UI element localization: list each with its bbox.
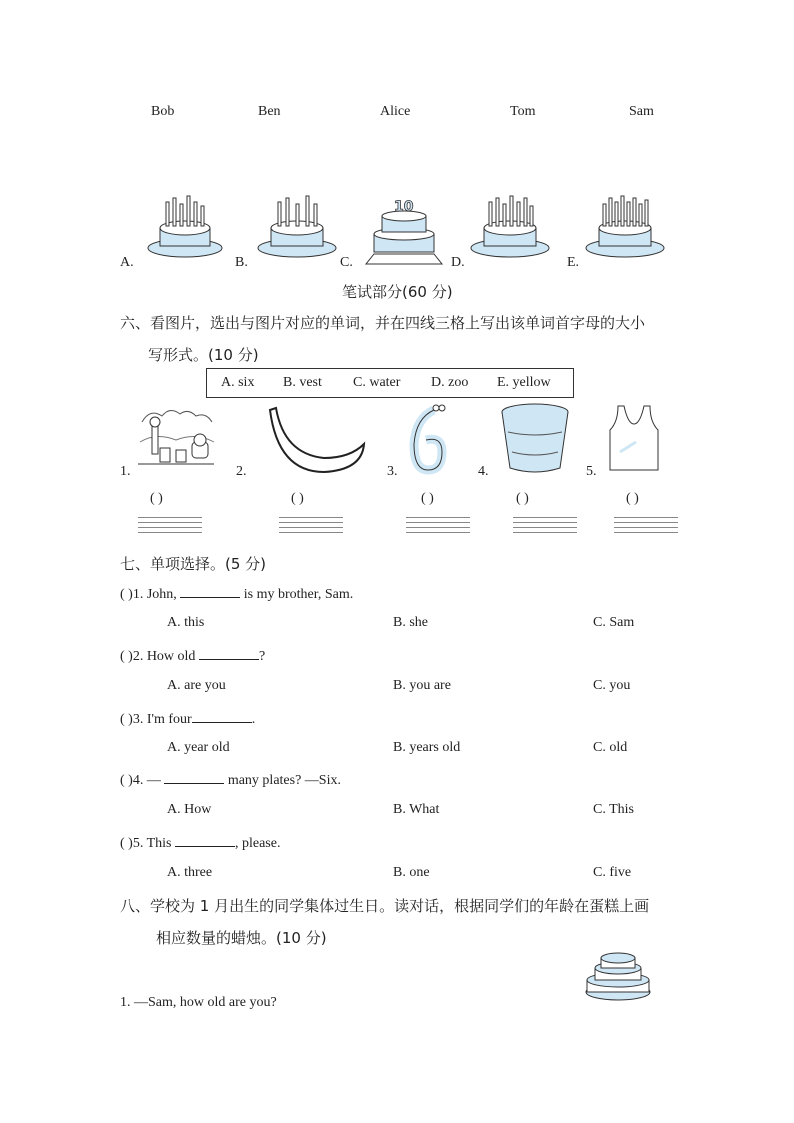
dialogue-1: 1. —Sam, how old are you?	[120, 995, 277, 1010]
question-5-option-b[interactable]: B. one	[393, 865, 430, 880]
question-4-suffix: many plates? —Six.	[227, 773, 341, 788]
word-option-c: C. water	[353, 375, 401, 390]
question-5-prefix: ( )5. This	[120, 836, 172, 851]
blank-cake-icon[interactable]	[583, 950, 653, 1006]
word-option-e: E. yellow	[497, 375, 551, 390]
question-1-suffix: is my brother, Sam.	[243, 587, 354, 602]
cake-icon-c	[362, 190, 446, 270]
number-six-image	[404, 400, 450, 476]
name-sam: Sam	[629, 104, 654, 119]
answer-paren-5[interactable]: ( )	[626, 491, 639, 506]
water-glass-image	[498, 402, 572, 476]
question-3	[120, 710, 255, 728]
answer-paren-4[interactable]: ( )	[516, 491, 529, 506]
answer-paren-1[interactable]: ( )	[150, 491, 163, 506]
cake-icon-b	[256, 190, 338, 270]
question-3-option-a[interactable]: A. year old	[167, 740, 230, 755]
question-4-option-c[interactable]: C. This	[593, 802, 634, 817]
section8-title-cont: 相应数量的蜡烛。(10 分)	[156, 929, 327, 947]
question-2-option-a[interactable]: A. are you	[167, 678, 226, 693]
section7-title: 七、单项选择。(5 分)	[120, 555, 267, 573]
question-3-option-c[interactable]: C. old	[593, 740, 628, 755]
question-2-suffix: ?	[258, 649, 266, 664]
banana-image	[264, 404, 368, 476]
question-5-option-a[interactable]: A. three	[167, 865, 213, 880]
name-alice: Alice	[380, 104, 411, 119]
question-5-option-c[interactable]: C. five	[593, 865, 632, 880]
word-options-box	[206, 368, 574, 398]
question-2-blank[interactable]	[199, 647, 259, 660]
question-5	[120, 834, 280, 852]
writing-lines-2[interactable]	[279, 517, 343, 537]
word-option-b: B. vest	[283, 375, 322, 390]
question-1-blank[interactable]	[180, 585, 240, 598]
name-ben: Ben	[258, 104, 281, 119]
cake-option-e-label: E.	[567, 255, 580, 270]
written-section-title: 笔试部分(60 分)	[342, 283, 453, 301]
question-4-blank[interactable]	[164, 771, 224, 784]
question-2-option-b[interactable]: B. you are	[393, 678, 451, 693]
cake-icon-d	[469, 190, 551, 270]
item-number-2: 2.	[236, 464, 247, 479]
item-number-3: 3.	[387, 464, 398, 479]
word-option-d: D. zoo	[431, 375, 469, 390]
question-5-blank[interactable]	[175, 834, 235, 847]
writing-lines-3[interactable]	[406, 517, 470, 537]
writing-lines-5[interactable]	[614, 517, 678, 537]
writing-lines-1[interactable]	[138, 517, 202, 537]
answer-paren-3[interactable]: ( )	[421, 491, 434, 506]
question-5-suffix: , please.	[234, 836, 281, 851]
question-2	[120, 647, 265, 665]
question-1-prefix: ( )1. John,	[120, 587, 177, 602]
question-4-option-a[interactable]: A. How	[167, 802, 212, 817]
question-3-suffix: .	[251, 712, 256, 727]
question-1-option-a[interactable]: A. this	[167, 615, 205, 630]
item-number-1: 1.	[120, 464, 131, 479]
zoo-animals-image	[136, 402, 216, 476]
word-option-a: A. six	[221, 375, 255, 390]
question-2-option-c[interactable]: C. you	[593, 678, 631, 693]
question-3-option-b[interactable]: B. years old	[393, 740, 461, 755]
question-1	[120, 585, 353, 603]
item-number-5: 5.	[586, 464, 597, 479]
section6-title-cont: 写形式。(10 分)	[148, 346, 259, 364]
item-number-4: 4.	[478, 464, 489, 479]
name-bob: Bob	[151, 104, 175, 119]
cake-option-d-label: D.	[451, 255, 465, 270]
answer-paren-2[interactable]: ( )	[291, 491, 304, 506]
question-4	[120, 771, 341, 789]
question-1-option-b[interactable]: B. she	[393, 615, 428, 630]
question-3-blank[interactable]	[192, 710, 252, 723]
section8-title: 八、学校为 1 月出生的同学集体过生日。读对话，根据同学们的年龄在蛋糕上画	[120, 897, 650, 915]
cake-numeral: 10	[394, 199, 414, 215]
question-4-prefix: ( )4. —	[120, 773, 161, 788]
cake-option-c-label: C.	[340, 255, 353, 270]
question-1-option-c[interactable]: C. Sam	[593, 615, 635, 630]
vest-image	[606, 402, 662, 474]
name-tom: Tom	[510, 104, 536, 119]
question-4-option-b[interactable]: B. What	[393, 802, 440, 817]
section6-title: 六、看图片，选出与图片对应的单词，并在四线三格上写出该单词首字母的大小	[120, 314, 646, 332]
question-3-prefix: ( )3. I'm four	[120, 712, 192, 727]
cake-option-a-label: A.	[120, 255, 134, 270]
cake-option-b-label: B.	[235, 255, 248, 270]
question-2-prefix: ( )2. How old	[120, 649, 196, 664]
cake-icon-e	[584, 190, 666, 270]
writing-lines-4[interactable]	[513, 517, 577, 537]
cake-icon-a	[146, 190, 224, 270]
